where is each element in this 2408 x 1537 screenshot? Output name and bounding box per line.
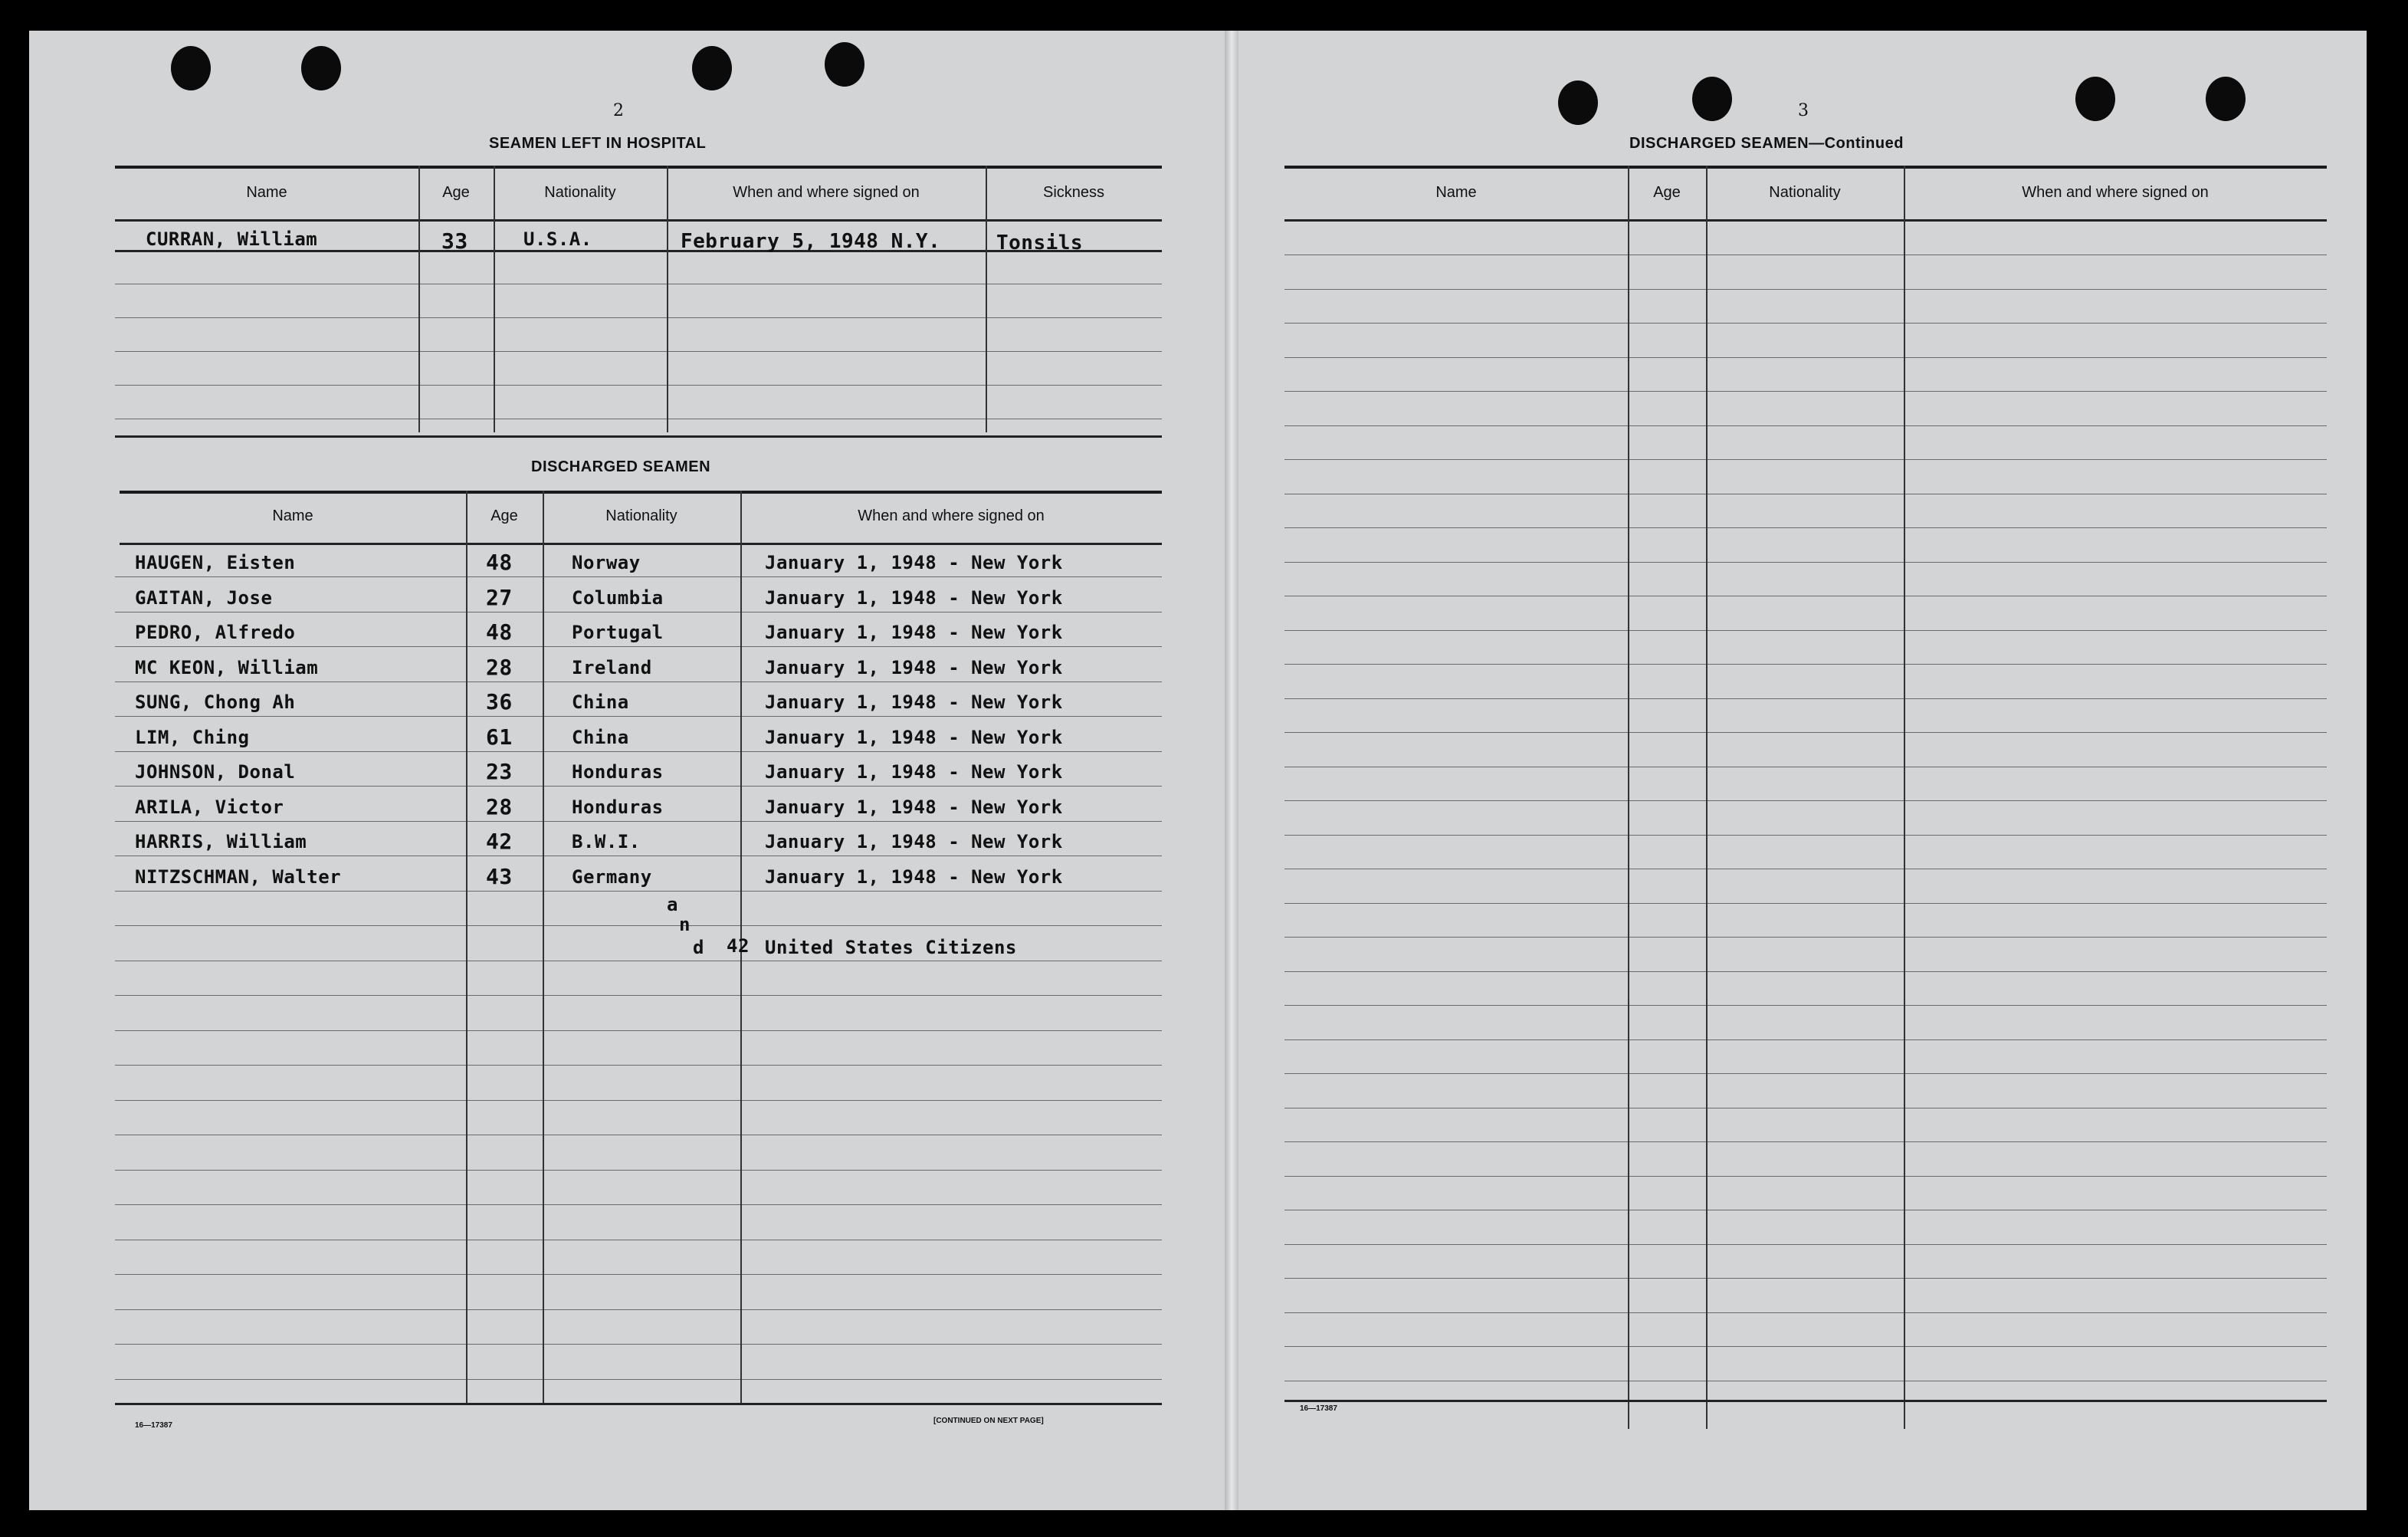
seaman-age: 61 xyxy=(486,724,513,750)
column-divider xyxy=(667,166,668,432)
row-rule xyxy=(115,385,1162,386)
punch-hole xyxy=(692,46,732,90)
page-number: 3 xyxy=(1798,101,1809,120)
seaman-name: ARILA, Victor xyxy=(135,796,284,818)
page-fold xyxy=(1225,31,1238,1510)
row-rule xyxy=(1284,527,2327,528)
document-sheet xyxy=(29,31,2367,1510)
seaman-name: SUNG, Chong Ah xyxy=(135,691,296,713)
row-rule xyxy=(1284,1005,2327,1006)
row-rule xyxy=(115,351,1162,352)
seaman-name: PEDRO, Alfredo xyxy=(135,622,296,643)
col-header-age: Age xyxy=(1653,184,1681,201)
row-rule xyxy=(1284,1278,2327,1279)
seaman-age: 43 xyxy=(486,863,513,889)
punch-hole xyxy=(825,42,864,87)
column-divider xyxy=(494,166,495,432)
seaman-signed-on: January 1, 1948 - New York xyxy=(765,691,1063,713)
citizens-count: 42 xyxy=(727,935,750,957)
row-rule xyxy=(1284,1073,2327,1074)
col-header-nationality: Nationality xyxy=(544,184,616,201)
col-header-age: Age xyxy=(442,184,470,201)
row-rule xyxy=(1284,732,2327,733)
seaman-age: 23 xyxy=(486,759,513,784)
seaman-signed-on: January 1, 1948 - New York xyxy=(765,622,1063,643)
column-divider xyxy=(1628,166,1629,1429)
row-rule xyxy=(1284,1244,2327,1245)
table-rule xyxy=(115,219,1162,222)
column-divider xyxy=(1904,166,1905,1429)
seaman-age: 48 xyxy=(486,550,513,575)
row-rule xyxy=(1284,835,2327,836)
column-divider xyxy=(418,166,420,432)
row-rule xyxy=(1284,664,2327,665)
table-rule xyxy=(120,491,1162,494)
row-rule xyxy=(1284,562,2327,563)
discharged-continued-title: DISCHARGED SEAMEN—Continued xyxy=(1629,135,1904,152)
continued-note: [CONTINUED ON NEXT PAGE] xyxy=(933,1417,1044,1425)
row-rule xyxy=(115,646,1162,647)
col-header-sickness: Sickness xyxy=(1042,184,1105,201)
row-rule xyxy=(115,576,1162,577)
seaman-signed-on: January 1, 1948 - New York xyxy=(765,831,1063,852)
row-rule xyxy=(1284,698,2327,699)
hospital-sickness: Tonsils xyxy=(996,232,1084,255)
table-rule xyxy=(115,435,1162,438)
seaman-name: MC KEON, William xyxy=(135,656,319,678)
table-rule xyxy=(1284,1400,2327,1402)
col-header-name: Name xyxy=(1435,184,1477,201)
row-rule xyxy=(1284,971,2327,972)
row-rule xyxy=(115,612,1162,613)
row-rule xyxy=(1284,630,2327,631)
row-rule xyxy=(1284,1346,2327,1347)
col-header-signed-on: When and where signed on xyxy=(2022,184,2209,201)
punch-hole xyxy=(171,46,211,90)
row-rule xyxy=(1284,1141,2327,1142)
row-rule xyxy=(115,786,1162,787)
row-rule xyxy=(115,1309,1162,1310)
hospital-section-title: SEAMEN LEFT IN HOSPITAL xyxy=(489,135,707,152)
row-rule xyxy=(115,1065,1162,1066)
col-header-signed-on: When and where signed on xyxy=(733,184,920,201)
row-rule xyxy=(1284,903,2327,904)
col-header-nationality: Nationality xyxy=(605,507,677,524)
hospital-nationality: U.S.A. xyxy=(523,228,592,250)
page-number: 2 xyxy=(613,101,624,120)
column-divider xyxy=(543,491,544,1403)
column-divider xyxy=(986,166,987,432)
row-rule xyxy=(115,1274,1162,1275)
row-rule xyxy=(115,925,1162,926)
row-rule xyxy=(115,1344,1162,1345)
seaman-nationality: China xyxy=(572,691,629,713)
seaman-age: 36 xyxy=(486,689,513,714)
row-rule xyxy=(115,821,1162,822)
seaman-nationality: Honduras xyxy=(572,796,664,818)
row-rule xyxy=(1284,937,2327,938)
seaman-age: 42 xyxy=(486,829,513,854)
table-rule xyxy=(115,166,1162,169)
punch-hole xyxy=(1558,80,1598,125)
seaman-signed-on: January 1, 1948 - New York xyxy=(765,865,1063,888)
hospital-age: 33 xyxy=(441,228,468,254)
seaman-age: 27 xyxy=(486,584,513,610)
seaman-nationality: Germany xyxy=(572,865,652,888)
seaman-signed-on: January 1, 1948 - New York xyxy=(765,761,1063,783)
row-rule xyxy=(1284,391,2327,392)
seaman-signed-on: January 1, 1948 - New York xyxy=(765,656,1063,678)
row-rule xyxy=(115,995,1162,996)
row-rule xyxy=(115,1170,1162,1171)
table-rule xyxy=(1284,219,2327,222)
punch-hole xyxy=(301,46,341,90)
row-rule xyxy=(115,891,1162,892)
row-rule xyxy=(1284,1312,2327,1313)
row-rule xyxy=(1284,800,2327,801)
row-rule xyxy=(1284,459,2327,460)
table-rule xyxy=(115,1403,1162,1405)
seaman-signed-on: January 1, 1948 - New York xyxy=(765,726,1063,748)
hospital-signed-on: February 5, 1948 N.Y. xyxy=(681,230,941,253)
row-rule xyxy=(115,681,1162,682)
row-rule xyxy=(115,751,1162,752)
col-header-name: Name xyxy=(272,507,313,524)
form-number: 16—17387 xyxy=(135,1421,172,1430)
punch-hole xyxy=(2206,77,2246,121)
table-rule xyxy=(120,543,1162,545)
seaman-age: 28 xyxy=(486,654,513,680)
seaman-nationality: Columbia xyxy=(572,586,664,609)
row-rule xyxy=(1284,357,2327,358)
punch-hole xyxy=(1692,77,1732,121)
seaman-name: HAUGEN, Eisten xyxy=(135,552,296,573)
punch-hole xyxy=(2075,77,2115,121)
col-header-name: Name xyxy=(246,184,287,201)
and-letter: n xyxy=(679,914,691,935)
seaman-signed-on: January 1, 1948 - New York xyxy=(765,586,1063,609)
and-letter: d xyxy=(693,937,704,958)
seaman-signed-on: January 1, 1948 - New York xyxy=(765,552,1063,573)
seaman-name: NITZSCHMAN, Walter xyxy=(135,865,342,888)
citizens-note: United States Citizens xyxy=(765,937,1017,958)
col-header-age: Age xyxy=(490,507,518,524)
row-rule xyxy=(1284,1176,2327,1177)
seaman-age: 28 xyxy=(486,793,513,819)
seaman-name: JOHNSON, Donal xyxy=(135,761,296,783)
discharged-section-title: DISCHARGED SEAMEN xyxy=(531,458,711,475)
form-number: 16—17387 xyxy=(1300,1404,1337,1413)
row-rule xyxy=(1284,1039,2327,1040)
row-rule xyxy=(115,1030,1162,1031)
hospital-name: CURRAN, William xyxy=(146,228,318,250)
col-header-signed-on: When and where signed on xyxy=(858,507,1045,524)
row-rule xyxy=(115,716,1162,717)
seaman-signed-on: January 1, 1948 - New York xyxy=(765,796,1063,818)
seaman-nationality: B.W.I. xyxy=(572,831,641,852)
column-divider xyxy=(466,491,467,1403)
seaman-name: HARRIS, William xyxy=(135,831,307,852)
row-rule xyxy=(115,1379,1162,1380)
seaman-nationality: Norway xyxy=(572,552,641,573)
seaman-nationality: Portugal xyxy=(572,622,664,643)
seaman-name: LIM, Ching xyxy=(135,726,250,748)
column-divider xyxy=(1706,166,1708,1429)
row-rule xyxy=(115,1100,1162,1101)
row-rule xyxy=(1284,289,2327,290)
seaman-name: GAITAN, Jose xyxy=(135,586,273,609)
row-rule xyxy=(115,317,1162,318)
seaman-nationality: China xyxy=(572,726,629,748)
row-rule xyxy=(1284,425,2327,426)
seaman-age: 48 xyxy=(486,619,513,645)
seaman-nationality: Ireland xyxy=(572,656,652,678)
and-letter: a xyxy=(667,894,678,915)
table-rule xyxy=(1284,166,2327,169)
row-rule xyxy=(115,1204,1162,1205)
col-header-nationality: Nationality xyxy=(1769,184,1841,201)
seaman-nationality: Honduras xyxy=(572,761,664,783)
